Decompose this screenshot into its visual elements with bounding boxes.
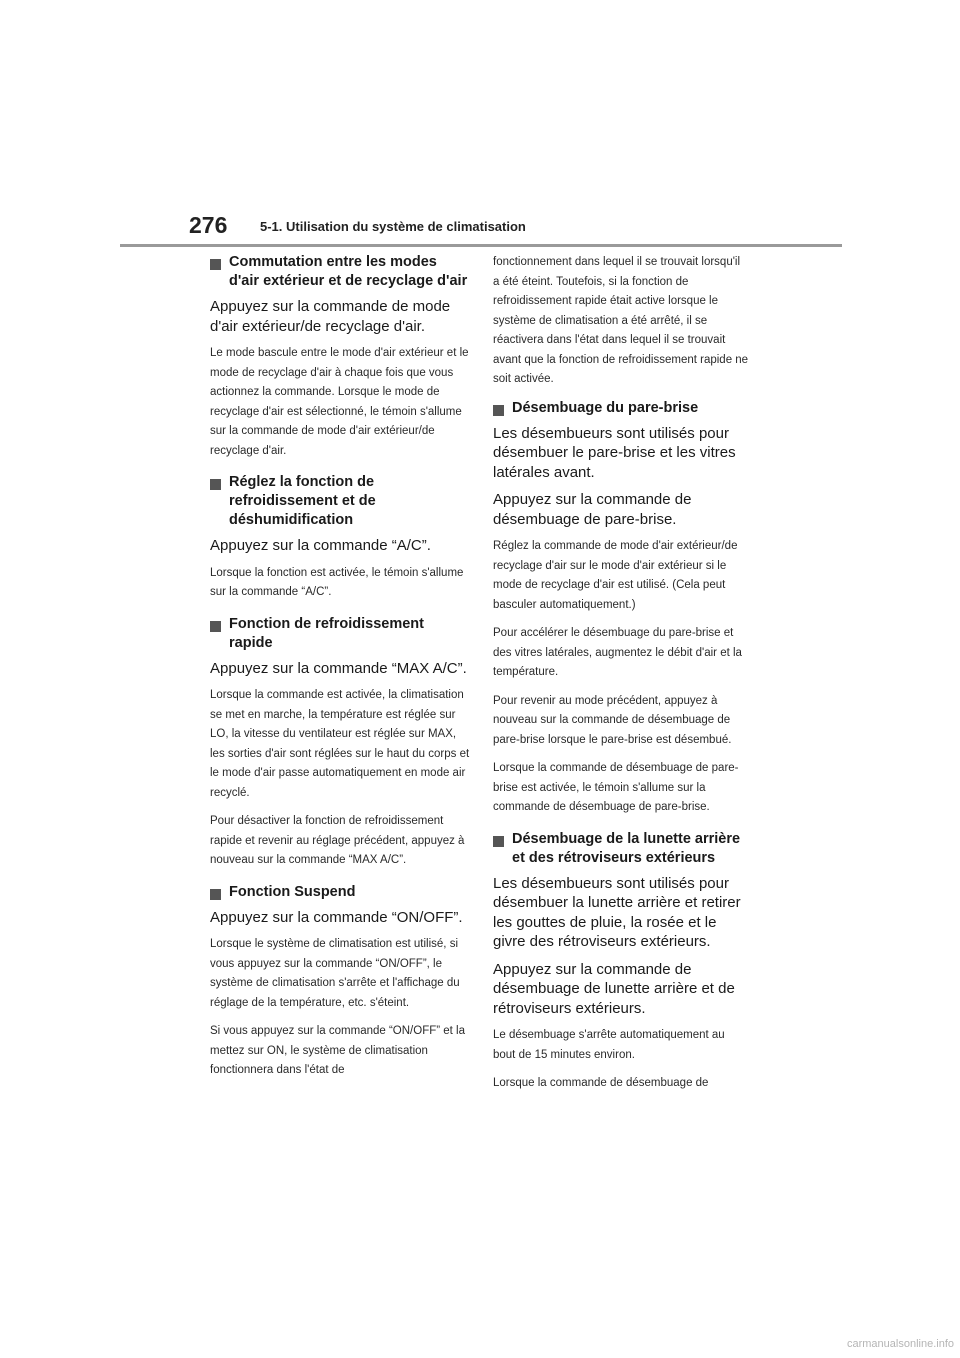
note-text: Lorsque la commande est activée, la climatisation se met en marche, la température est réglée sur LO, la vitesse du ventilateur est réglée sur MAX, les sorties d'air sont réglées sur le haut du corps et le mode d'air passe automatiquement en mode air recyclé. (210, 689, 470, 799)
section-max-ac (210, 615, 470, 871)
continued-text: fonctionnement dans lequel il se trouvait lorsqu'il a été éteint. Toutefois, si la fonction de refroidissement rapide était active lorsque le système de climatisation a été arrêté, il se réactivera dans l'état dans lequel il se trouvait avant que la fonction de refroidissement rapide ne soit activée. (493, 256, 749, 385)
section-title: 5-1. Utilisation du système de climatisation (260, 219, 526, 234)
section-heading: Réglez la fonction de refroidissement et de déshumidification (229, 474, 376, 528)
note-text: Pour accélérer le désembuage du pare-brise et des vitres latérales, augmentez le débit d'air et la température. (493, 627, 742, 678)
section-bullet-icon (210, 889, 221, 900)
section-bullet-icon (493, 836, 504, 847)
note-text: Le mode bascule entre le mode d'air extérieur et le mode de recyclage d'air à chaque fois que vous actionnez la commande. Lorsque le mode de recyclage d'air est sélectionné, le témoin s'allume sur la commande de mode d'air extérieur/de recyclage d'air. (210, 347, 469, 457)
note-text: Lorsque le système de climatisation est utilisé, si vous appuyez sur la commande “ON/OFF”, le système de climatisation s'arrête et l'affichage du réglage de la température, etc. s'éteint. (210, 938, 460, 1009)
page-number: 276 (189, 212, 228, 238)
instruction-text: Appuyez sur la commande “A/C”. (210, 537, 431, 554)
section-bullet-icon (210, 479, 221, 490)
section-bullet-icon (210, 259, 221, 270)
section-heading: Fonction Suspend (229, 883, 356, 900)
section-air-mode (210, 253, 470, 461)
section-heading: Désembuage du pare-brise (512, 399, 699, 416)
section-windshield-defog (493, 399, 749, 818)
page-header (0, 0, 960, 250)
section-rear-window-defog (493, 830, 749, 1094)
note-text: Réglez la commande de mode d'air extérieur/de recyclage d'air sur le mode d'air extérieur si le mode de recyclage d'air est utilisé. (Cela peut basculer automatiquement.) (493, 540, 738, 611)
section-bullet-icon (493, 405, 504, 416)
section-heading: Désembuage de la lunette arrière et des rétroviseurs extérieurs (512, 830, 741, 866)
instruction-text: Appuyez sur la commande de désembuage de pare-brise. (493, 491, 692, 528)
note-text: Pour désactiver la fonction de refroidissement rapide et revenir au réglage précédent, appuyez à nouveau sur la commande “MAX A/C”. (210, 815, 465, 866)
right-column (493, 253, 749, 1106)
note-text: Lorsque la fonction est activée, le témoin s'allume sur la commande “A/C”. (210, 566, 464, 598)
note-text: Le désembuage s'arrête automatiquement au bout de 15 minutes environ. (493, 1029, 725, 1061)
instruction-text: Les désembueurs sont utilisés pour désembuer le pare-brise et les vitres latérales avant. (493, 424, 736, 481)
section-heading: Fonction de refroidissement rapide (229, 615, 424, 651)
section-ac (210, 473, 470, 603)
instruction-text: Appuyez sur la commande de désembuage de lunette arrière et de rétroviseurs extérieurs. (493, 960, 735, 1017)
instruction-text: Appuyez sur la commande de mode d'air extérieur/de recyclage d'air. (210, 298, 451, 335)
note-text: Si vous appuyez sur la commande “ON/OFF” et la mettez sur ON, le système de climatisation fonctionnera dans l'état de (210, 1025, 466, 1076)
header-divider (120, 244, 842, 247)
watermark: carmanualsonline.info (846, 1338, 954, 1350)
instruction-text: Appuyez sur la commande “MAX A/C”. (210, 659, 467, 677)
note-text: Pour revenir au mode précédent, appuyez à nouveau sur la commande de désembuage de pare-brise lorsque le pare-brise est désembué. (493, 694, 732, 746)
instruction-text: Les désembueurs sont utilisés pour désembuer la lunette arrière et retirer les gouttes de pluie, la rosée et le givre des rétroviseurs extérieurs. (493, 874, 741, 950)
section-bullet-icon (210, 621, 221, 632)
instruction-text: Appuyez sur la commande “ON/OFF”. (210, 908, 463, 926)
note-text: Lorsque la commande de désembuage de (493, 1077, 709, 1089)
left-column (210, 253, 470, 1093)
section-heading: Commutation entre les modes d'air extérieur et de recyclage d'air (229, 254, 468, 289)
section-suspend (210, 883, 470, 1081)
note-text: Lorsque la commande de désembuage de pare-brise est activée, le témoin s'allume sur la commande de désembuage de pare-brise. (493, 762, 739, 813)
